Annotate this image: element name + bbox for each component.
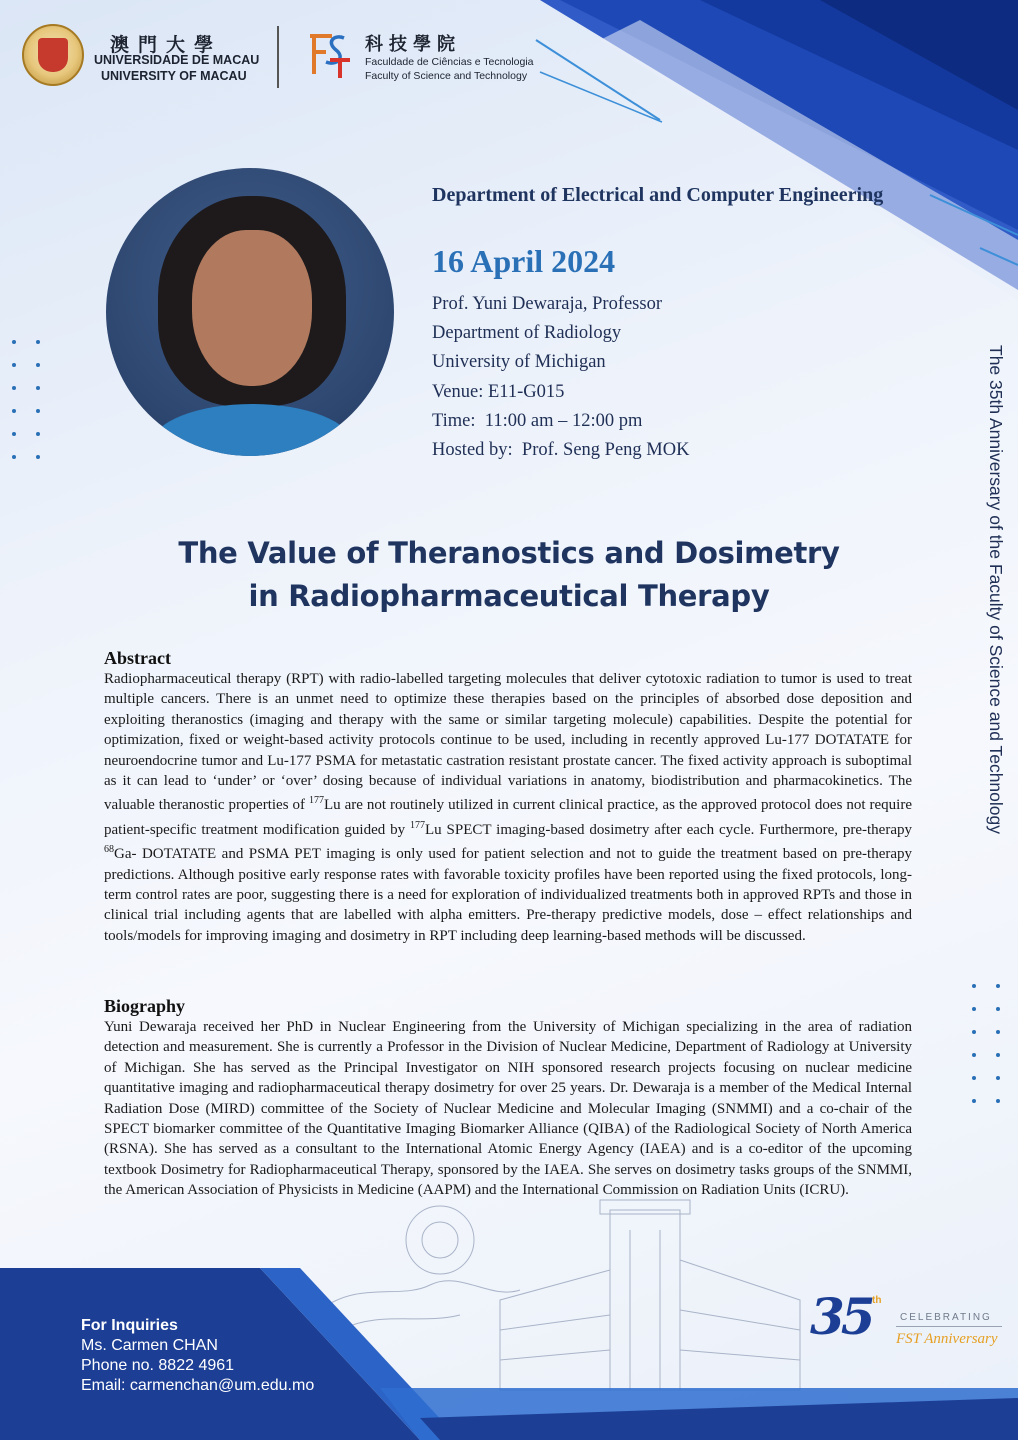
host: Hosted by: Prof. Seng Peng MOK [432,440,690,461]
speaker-department: Department of Radiology [432,323,622,344]
inquiries-block [81,1316,314,1396]
university-of-macau-seal [22,24,84,86]
um-portuguese-name: UNIVERSIDADE DE MACAU [94,53,260,67]
time: Time: 11:00 am – 12:00 pm [432,410,643,431]
abstract-part-4: Ga- DOTATATE and PSMA PET imaging is only used for patient selection and not to guide the treatment based on pre-therapy predictions. Although positive early response rates with favorable toxicity profiles have been reported using the fixed protocols, long-term control rates are poor, suggesting there is a need for exploration of individualized treatments both in approved RPTs and those in clinical trial including agents that are labelled with alpha emitters. Pre-therapy predictive models, dose – effect relationships and tools/models for improving imaging and dosimetry in RPT including deep learning-based methods will be discussed. [104,846,912,944]
event-details [432,290,689,465]
left-dot-grid [8,336,48,464]
fst-english-name: Faculty of Science and Technology [365,70,528,82]
speaker-photo [106,168,394,456]
contact-email[interactable]: Email: carmenchan@um.edu.mo [81,1377,315,1394]
abstract-text [104,669,912,946]
badge-divider-line [896,1326,1002,1327]
speaker-university: University of Michigan [432,352,606,373]
fst-anniversary-label: FST Anniversary [896,1331,998,1347]
fst-portuguese-name: Faculdade de Ciências e Tecnologia [365,56,534,68]
inquiries-heading: For Inquiries [81,1317,178,1334]
superscript-177-a: 177 [308,795,324,807]
superscript-68: 68 [104,844,114,856]
anniversary-number: 35 [810,1287,872,1346]
biography-section [104,996,912,1201]
contact-name: Ms. Carmen CHAN [81,1337,218,1354]
biography-heading: Biography [104,996,186,1016]
um-english-name: UNIVERSITY OF MACAU [101,69,247,83]
anniversary-badge [808,1287,1008,1363]
fst-logo-icon [306,30,352,80]
side-text-label: The 35th Anniversary of the Faculty of Science and Technology [986,345,1006,835]
contact-phone: Phone no. 8822 4961 [81,1357,235,1374]
abstract-part-2: Lu are not routinely utilized in current clinical practice, as the approved protocol does not require patient-specific treatment modification guided by [104,797,913,838]
celebrating-label: CELEBRATING [900,1312,992,1323]
header-divider [277,26,279,88]
talk-title-line-2: in Radiopharmaceutical Therapy [248,579,770,613]
speaker-name: Prof. Yuni Dewaraja, Professor [432,294,662,314]
superscript-177-b: 177 [410,819,425,831]
venue: Venue: E11-G015 [432,381,565,402]
anniversary-side-text [985,345,1009,865]
um-chinese-name: 澳門大學 [110,34,223,56]
abstract-part-3: Lu SPECT imaging-based dosimetry after each cycle. Furthermore, pre-therapy [425,821,912,838]
talk-title [100,532,918,618]
department-name: Department of Electrical and Computer Engineering [432,184,884,206]
fst-chinese-name: 科技學院 [365,34,461,55]
talk-title-line-1: The Value of Theranostics and Dosimetry [178,536,840,570]
event-date: 16 April 2024 [432,243,616,279]
abstract-heading: Abstract [104,648,171,668]
abstract-section [104,648,912,946]
abstract-part-1: Radiopharmaceutical therapy (RPT) with radio-labelled targeting molecules that deliver cytotoxic radiation to tumor is used to treat multiple cancers. There is an unmet need to optimize these therapies based on the principles of absorbed dose deposition and exploiting theranostics (imaging and therapy with the same or similar targeting molecule) capabilities. Despite the potential for optimization, fixed or weight-based activity protocols continue to be used, including in recently approved Lu-177 DOTATATE for neuroendocrine tumor and Lu-177 PSMA for metastatic castration resistant prostate cancer. The fixed activity approach is suboptimal as it can lead to ‘under’ or ‘over’ dosing because of individual variations in anatomy, biodistribution and pharmacokinetics. The valuable theranostic properties of [104,671,912,814]
anniversary-suffix: th [872,1295,882,1306]
right-dot-grid [968,980,1008,1108]
biography-text: Yuni Dewaraja received her PhD in Nuclear Engineering from the University of Michigan specializing in the area of radiation detection and measurement. She is currently a Professor in the Division of Nuclear Medicine, Department of Radiology at University of Michigan. She has served as the Principal Investigator on NIH sponsored research projects focusing on nuclear medicine quantitative imaging and radiopharmaceutical therapy dosimetry for over 25 years. Dr. Dewaraja is a member of the Medical Internal Radiation Dose (MIRD) committee of the Society of Nuclear Medicine and Molecular Imaging (SNMMI) and a co-chair of the SPECT biomarker committee of the Quantitative Imaging Biomarker Alliance (QIBA) of the Radiological Society of North America (RSNA). She has served as a consultant to the International Atomic Energy Agency (IAEA) and is a co-editor of the upcoming textbook Dosimetry for Radiopharmaceutical Therapy, sponsored by the IAEA. She serves on dosimetry tasks groups of the SNMMI, the American Association of Physicists in Medicine (AAPM) and the International Commission on Radiation Units (ICRU). [104,1019,912,1199]
